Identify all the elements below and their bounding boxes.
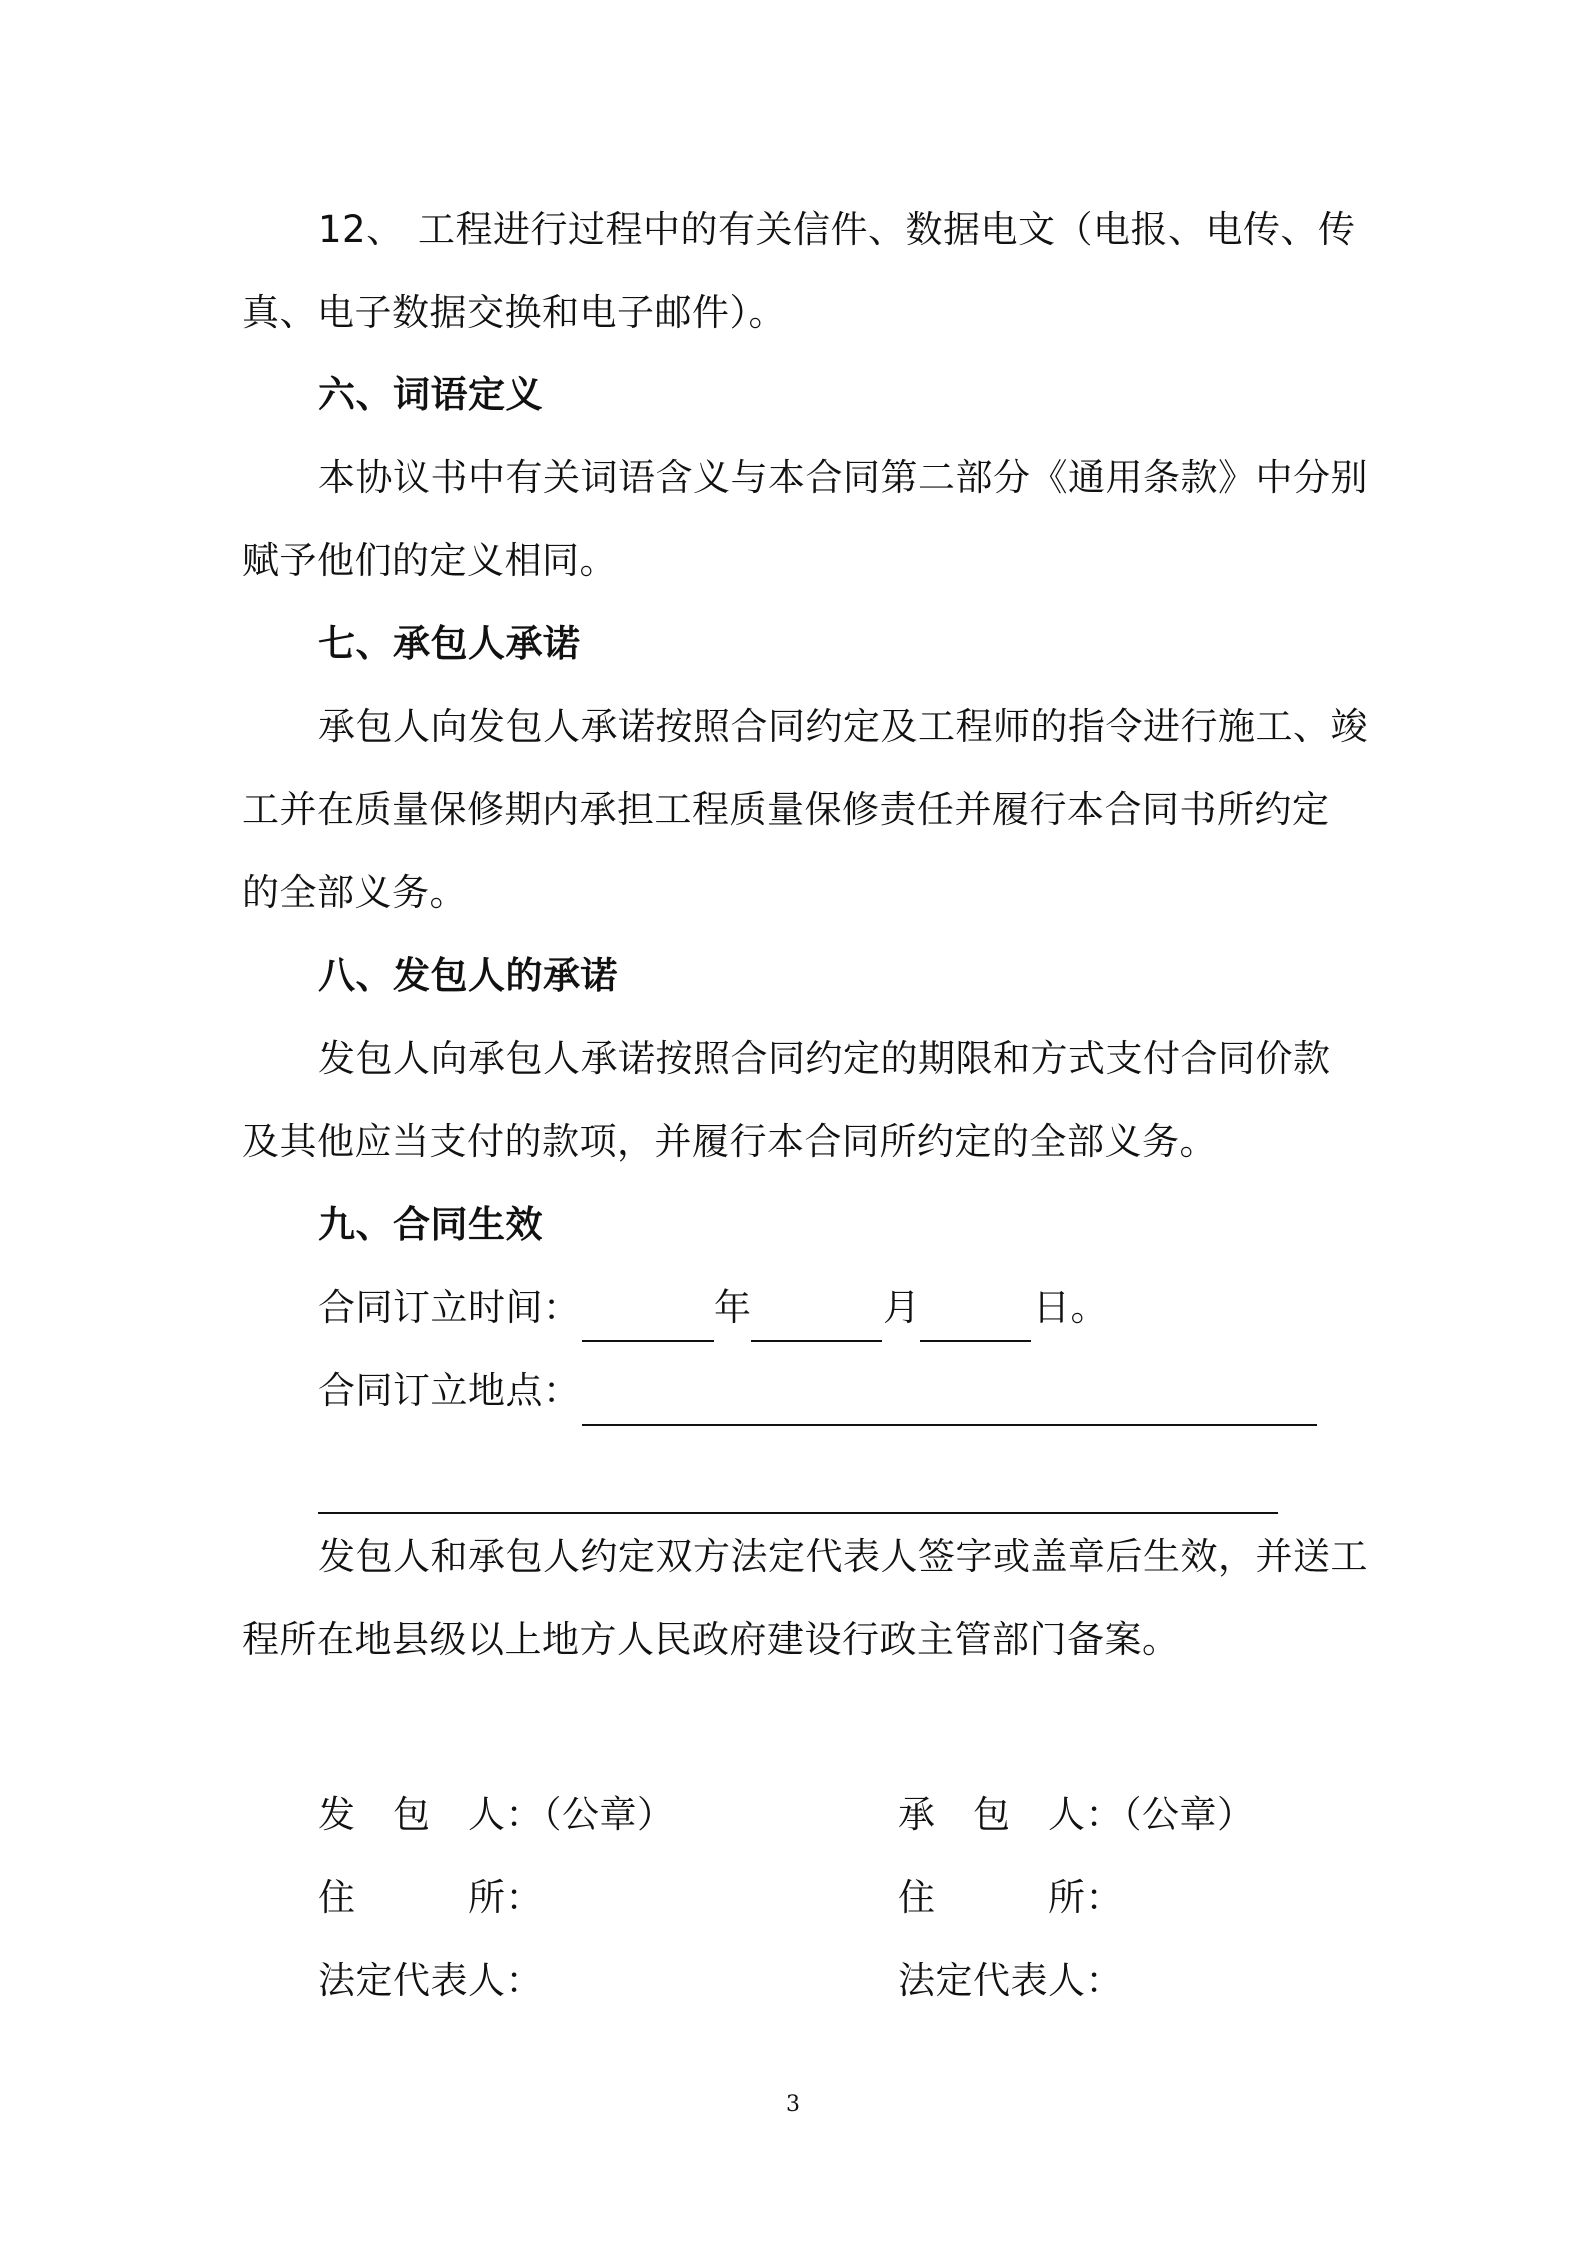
place-blank-2: [318, 1512, 1278, 1514]
year-blank: [582, 1340, 714, 1342]
month-label: 月: [883, 1286, 921, 1329]
contract-place-label: 合同订立地点：: [318, 1369, 581, 1412]
day-blank: [920, 1340, 1031, 1342]
section-8-line-2: 及其他应当支付的款项，并履行本合同所约定的全部义务。: [242, 1120, 1217, 1163]
page-number: 3: [786, 2092, 800, 2117]
section-9-heading: 九、合同生效: [318, 1203, 543, 1246]
section-7-heading: 七、承包人承诺: [318, 622, 581, 665]
contractor-rep-label: 法定代表人：: [898, 1959, 1123, 2002]
place-blank-1: [582, 1424, 1317, 1426]
section-8-heading: 八、发包人的承诺: [318, 954, 618, 997]
employer-seal-label: 发 包 人：（公章）: [318, 1793, 675, 1836]
section-6-heading: 六、词语定义: [318, 373, 543, 416]
employer-rep-label: 法定代表人：: [318, 1959, 543, 2002]
clause-12-line-2: 真、电子数据交换和电子邮件）。: [242, 291, 786, 334]
section-6-line-2: 赋予他们的定义相同。: [242, 539, 617, 582]
contract-time-label: 合同订立时间：: [318, 1286, 581, 1329]
effect-line-1: 发包人和承包人约定双方法定代表人签字或盖章后生效，并送工: [318, 1535, 1368, 1578]
section-8-line-1: 发包人向承包人承诺按照合同约定的期限和方式支付合同价款: [318, 1037, 1331, 1080]
section-7-line-2: 工并在质量保修期内承担工程质量保修责任并履行本合同书所约定: [242, 788, 1330, 831]
section-6-line-1: 本协议书中有关词语含义与本合同第二部分《通用条款》中分别: [318, 456, 1368, 499]
effect-line-2: 程所在地县级以上地方人民政府建设行政主管部门备案。: [242, 1618, 1180, 1661]
month-blank: [751, 1340, 882, 1342]
clause-12-number: 12、: [318, 208, 404, 251]
employer-address-label: 住 所：: [318, 1876, 543, 1919]
section-7-line-3: 的全部义务。: [242, 871, 467, 914]
section-7-line-1: 承包人向发包人承诺按照合同约定及工程师的指令进行施工、竣: [318, 705, 1368, 748]
day-label: 日。: [1033, 1286, 1108, 1329]
clause-12-line-1: 工程进行过程中的有关信件、数据电文（电报、电传、传: [418, 208, 1356, 251]
contractor-address-label: 住 所：: [898, 1876, 1123, 1919]
contractor-seal-label: 承 包 人：（公章）: [898, 1793, 1255, 1836]
year-label: 年: [714, 1286, 752, 1329]
